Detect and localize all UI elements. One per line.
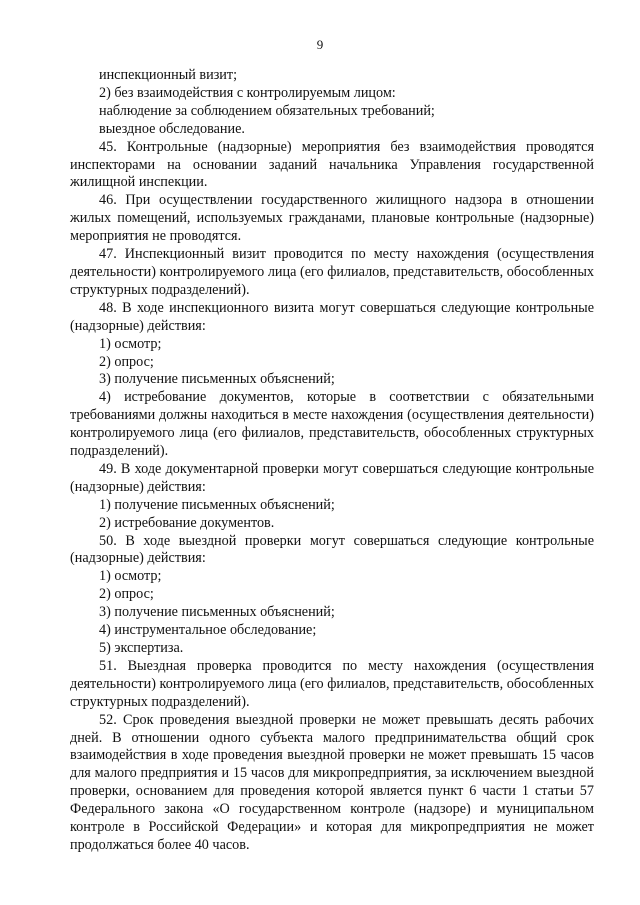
- list-item: 5) экспертиза.: [99, 640, 184, 656]
- list-item: 1) осмотр;: [99, 335, 162, 352]
- list-item: 2) истребование документов.: [99, 514, 275, 531]
- list-item: 1) получение письменных объяснений;: [99, 496, 335, 513]
- page-number: 9: [316, 37, 324, 52]
- list-item: 2) опрос;: [99, 353, 154, 370]
- paragraph-49: 49. В ходе документарной проверки могут совершаться следующие контрольные (надзорные) действия:: [70, 460, 594, 495]
- paragraph: 2) без взаимодействия с контролируемым лицом:: [99, 84, 396, 101]
- paragraph-52: 52. Срок проведения выездной проверки не может превышать десять рабочих дней. В отношении одного субъекта малого предпринимательства общий срок взаимодействия в ходе проведения выездной проверки не может превышать 15 часов для малого предприятия и 15 часов для микропредприятия, за исключением выездной проверки, основанием для проведения которой является пункт 6 части 1 статьи 57 Федерального закона «О государственном контроле (надзоре) и муниципальном контроле в Российской Федерации» и которая для микропредприятия не может продолжаться более 40 часов.: [70, 711, 594, 853]
- paragraph-47: 47. Инспекционный визит проводится по месту нахождения (осуществления деятельности) контролируемого лица (его филиалов, представительств, обособленных структурных подразделений).: [70, 246, 594, 298]
- paragraph-46: 46. При осуществлении государственного жилищного надзора в отношении жилых помещений, используемых гражданами, плановые контрольные (надзорные) мероприятия не проводятся.: [70, 192, 594, 245]
- paragraph: выездное обследование.: [99, 120, 245, 137]
- paragraph-51: 51. Выездная проверка проводится по месту нахождения (осуществления деятельности) контролируемого лица (его филиалов, представительств, обособленных структурных подразделений).: [70, 657, 594, 710]
- paragraph: инспекционный визит;: [99, 67, 238, 83]
- list-item: 1) осмотр;: [99, 568, 162, 585]
- paragraph: наблюдение за соблюдением обязательных требований;: [99, 102, 435, 119]
- paragraph-50: 50. В ходе выездной проверки могут совершаться следующие контрольные (надзорные) действия:: [70, 532, 594, 567]
- list-item: 4) инструментальное обследование;: [99, 622, 317, 639]
- list-item: 4) истребование документов, которые в соответствии с обязательными требованиями должны находиться в месте нахождения (осуществления деятельности) контролируемого лица (его филиалов, представительств, обособленных структурных подразделений).: [70, 389, 594, 460]
- list-item: 3) получение письменных объяснений;: [99, 371, 335, 388]
- paragraph-48: 48. В ходе инспекционного визита могут совершаться следующие контрольные (надзорные) действия:: [70, 299, 594, 334]
- document-body: [70, 67, 594, 855]
- paragraph-45: 45. Контрольные (надзорные) мероприятия без взаимодействия проводятся инспекторами на основании заданий начальника Управления государственной жилищной инспекции.: [70, 138, 594, 191]
- list-item: 3) получение письменных объяснений;: [99, 604, 335, 621]
- list-item: 2) опрос;: [99, 586, 154, 603]
